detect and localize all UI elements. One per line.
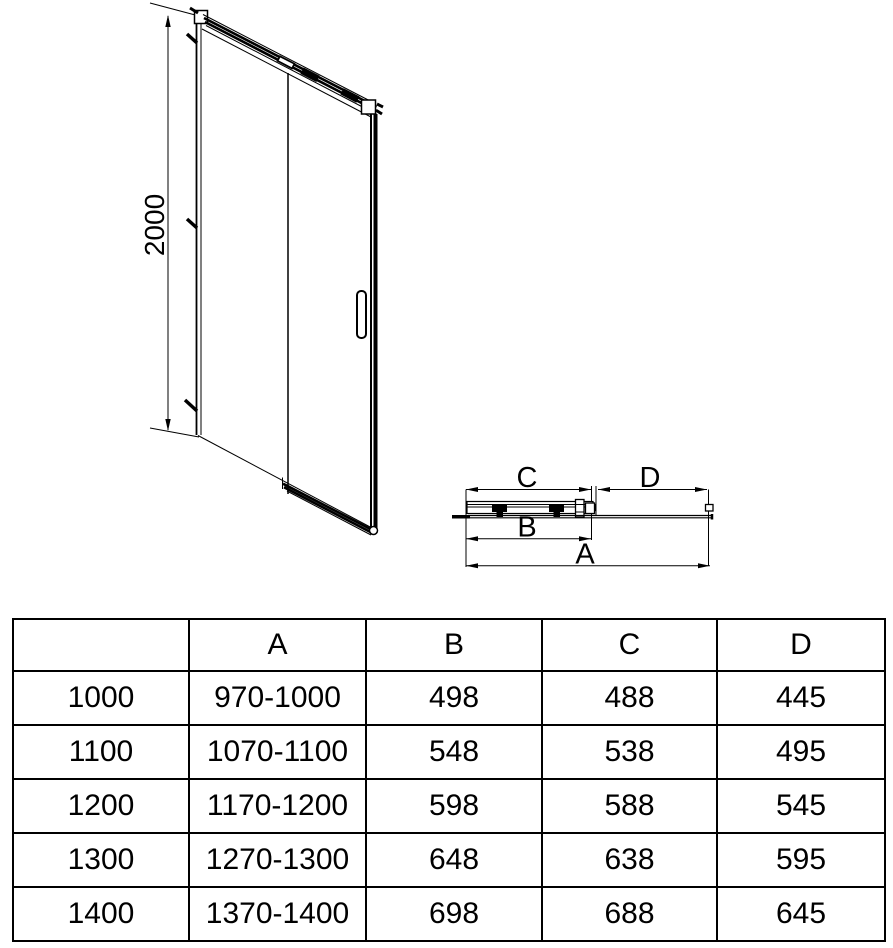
header-b: B — [366, 619, 542, 671]
cell-a: 1070-1100 — [189, 725, 366, 779]
cell-a: 1170-1200 — [189, 779, 366, 833]
cell-d: 445 — [717, 671, 885, 725]
table-row — [13, 833, 885, 887]
header-c: C — [542, 619, 717, 671]
cell-d: 495 — [717, 725, 885, 779]
header-size — [13, 619, 189, 671]
dimensions-table — [12, 618, 886, 942]
cell-b: 598 — [366, 779, 542, 833]
cell-d: 545 — [717, 779, 885, 833]
roller-carriage — [549, 505, 564, 513]
cell-b: 698 — [366, 887, 542, 941]
cell-c: 638 — [542, 833, 717, 887]
wall-mount-bracket — [190, 8, 198, 13]
cell-a: 1270-1300 — [189, 833, 366, 887]
arrow-up-icon — [165, 15, 170, 27]
dim-c — [466, 462, 591, 494]
cell-b: 548 — [366, 725, 542, 779]
dim-b — [466, 512, 591, 544]
cell-c: 588 — [542, 779, 717, 833]
roller-carriage — [492, 505, 507, 513]
height-dimension-label: 2000 — [139, 193, 170, 257]
dim-d — [598, 462, 707, 494]
door-end-connector — [576, 500, 585, 518]
arrow-down-icon — [165, 419, 170, 431]
wall-mount-bracket — [187, 34, 197, 43]
top-rail-assembly — [202, 15, 383, 118]
cell-size: 1200 — [13, 779, 189, 833]
bottom-rail-end-cap — [370, 527, 378, 535]
table-row — [13, 671, 885, 725]
wall-mount-bracket — [185, 400, 197, 411]
top-right-cap — [362, 100, 376, 114]
cell-size: 1100 — [13, 725, 189, 779]
table-row — [13, 887, 885, 941]
plan-view-drawing — [452, 462, 713, 571]
table-row — [13, 779, 885, 833]
wall-bracket — [706, 505, 714, 512]
roller-block — [342, 91, 358, 99]
dim-c-label: C — [516, 462, 538, 494]
dim-a — [466, 539, 710, 571]
dim-d-label: D — [639, 462, 661, 494]
header-d: D — [717, 619, 885, 671]
right-door-profile — [371, 114, 376, 531]
cell-a: 1370-1400 — [189, 887, 366, 941]
cell-b: 648 — [366, 833, 542, 887]
cell-d: 595 — [717, 833, 885, 887]
cell-size: 1400 — [13, 887, 189, 941]
wall-mount-bracket — [187, 219, 197, 228]
cell-a: 970-1000 — [189, 671, 366, 725]
cell-b: 498 — [366, 671, 542, 725]
table-row — [13, 725, 885, 779]
cell-c: 488 — [542, 671, 717, 725]
roller-block — [302, 71, 318, 79]
dim-a-label: A — [575, 538, 595, 571]
cell-c: 688 — [542, 887, 717, 941]
cell-size: 1000 — [13, 671, 189, 725]
cell-d: 645 — [717, 887, 885, 941]
front-view-drawing — [139, 3, 383, 535]
cell-c: 538 — [542, 725, 717, 779]
header-a: A — [189, 619, 366, 671]
dim-b-label: B — [517, 511, 537, 544]
door-handle — [357, 291, 366, 338]
cell-size: 1300 — [13, 833, 189, 887]
table-header-row — [13, 619, 885, 671]
left-wall-profile — [185, 8, 208, 435]
